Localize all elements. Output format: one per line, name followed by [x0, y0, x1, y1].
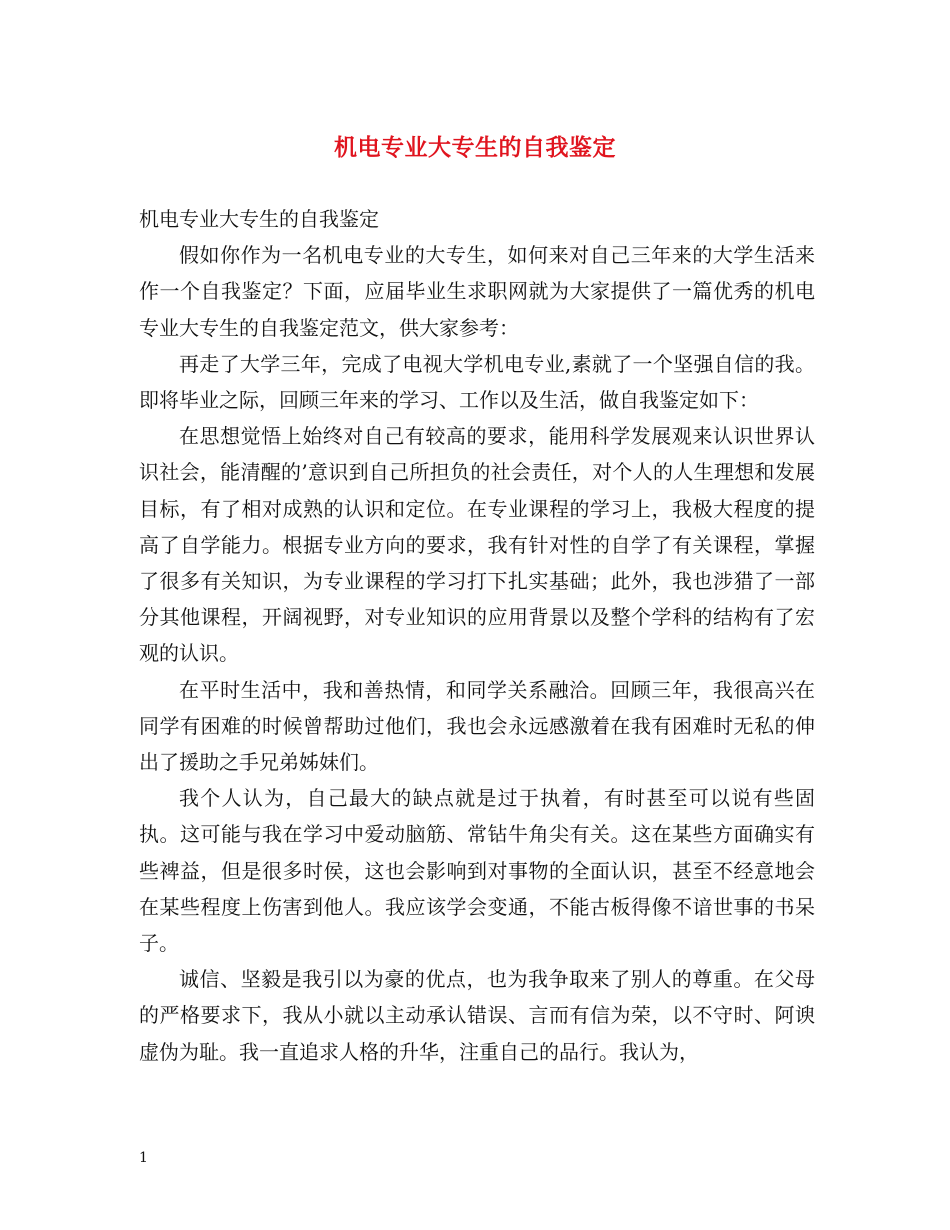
paragraph: 假如你作为一名机电专业的大专生，如何来对自己三年来的大学生活来作一个自我鉴定？下面，应届毕业生求职网就为大家提供了一篇优秀的机电专业大专生的自我鉴定范文，供大家参考： — [139, 243, 815, 340]
body-subtitle: 机电专业大专生的自我鉴定 — [139, 207, 379, 231]
document-body — [139, 201, 815, 1070]
paragraph: 诚信、坚毅是我引以为豪的优点，也为我争取来了别人的尊重。在父母的严格要求下，我从小就以主动承认错误、言而有信为荣，以不守时、阿谀虚伪为耻。我一直追求人格的升华，注重自己的品行。我认为， — [139, 967, 815, 1064]
page-number: 1 — [139, 1150, 148, 1166]
paragraph: 在思想觉悟上始终对自己有较高的要求，能用科学发展观来认识世界认识社会，能清醒的’意识到自己所担负的社会责任，对个人的人生理想和发展目标，有了相对成熟的认识和定位。在专业课程的学习上，我极大程度的提高了自学能力。根据专业方向的要求，我有针对性的自学了有关课程，掌握了很多有关知识，为专业课程的学习打下扎实基础；此外，我也涉猎了一部分其他课程，开阔视野，对专业知识的应用背景以及整个学科的结构有了宏观的认识。 — [139, 424, 815, 666]
paragraph: 我个人认为，自己最大的缺点就是过于执着，有时甚至可以说有些固执。这可能与我在学习中爱动脑筋、常钻牛角尖有关。这在某些方面确实有些裨益，但是很多时侯，这也会影响到对事物的全面认识，甚至不经意地会在某些程度上伤害到他人。我应该学会变通，不能古板得像不谙世事的书呆子。 — [139, 786, 815, 956]
paragraph: 在平时生活中，我和善热情，和同学关系融洽。回顾三年，我很高兴在同学有困难的时候曾帮助过他们，我也会永远感激着在我有困难时无私的伸出了援助之手兄弟姊妹们。 — [139, 677, 815, 775]
document-title: 机电专业大专生的自我鉴定 — [334, 134, 616, 161]
paragraph: 再走了大学三年，完成了电视大学机电专业,素就了一个坚强自信的我。即将毕业之际，回顾三年来的学习、工作以及生活，做自我鉴定如下： — [139, 351, 815, 413]
